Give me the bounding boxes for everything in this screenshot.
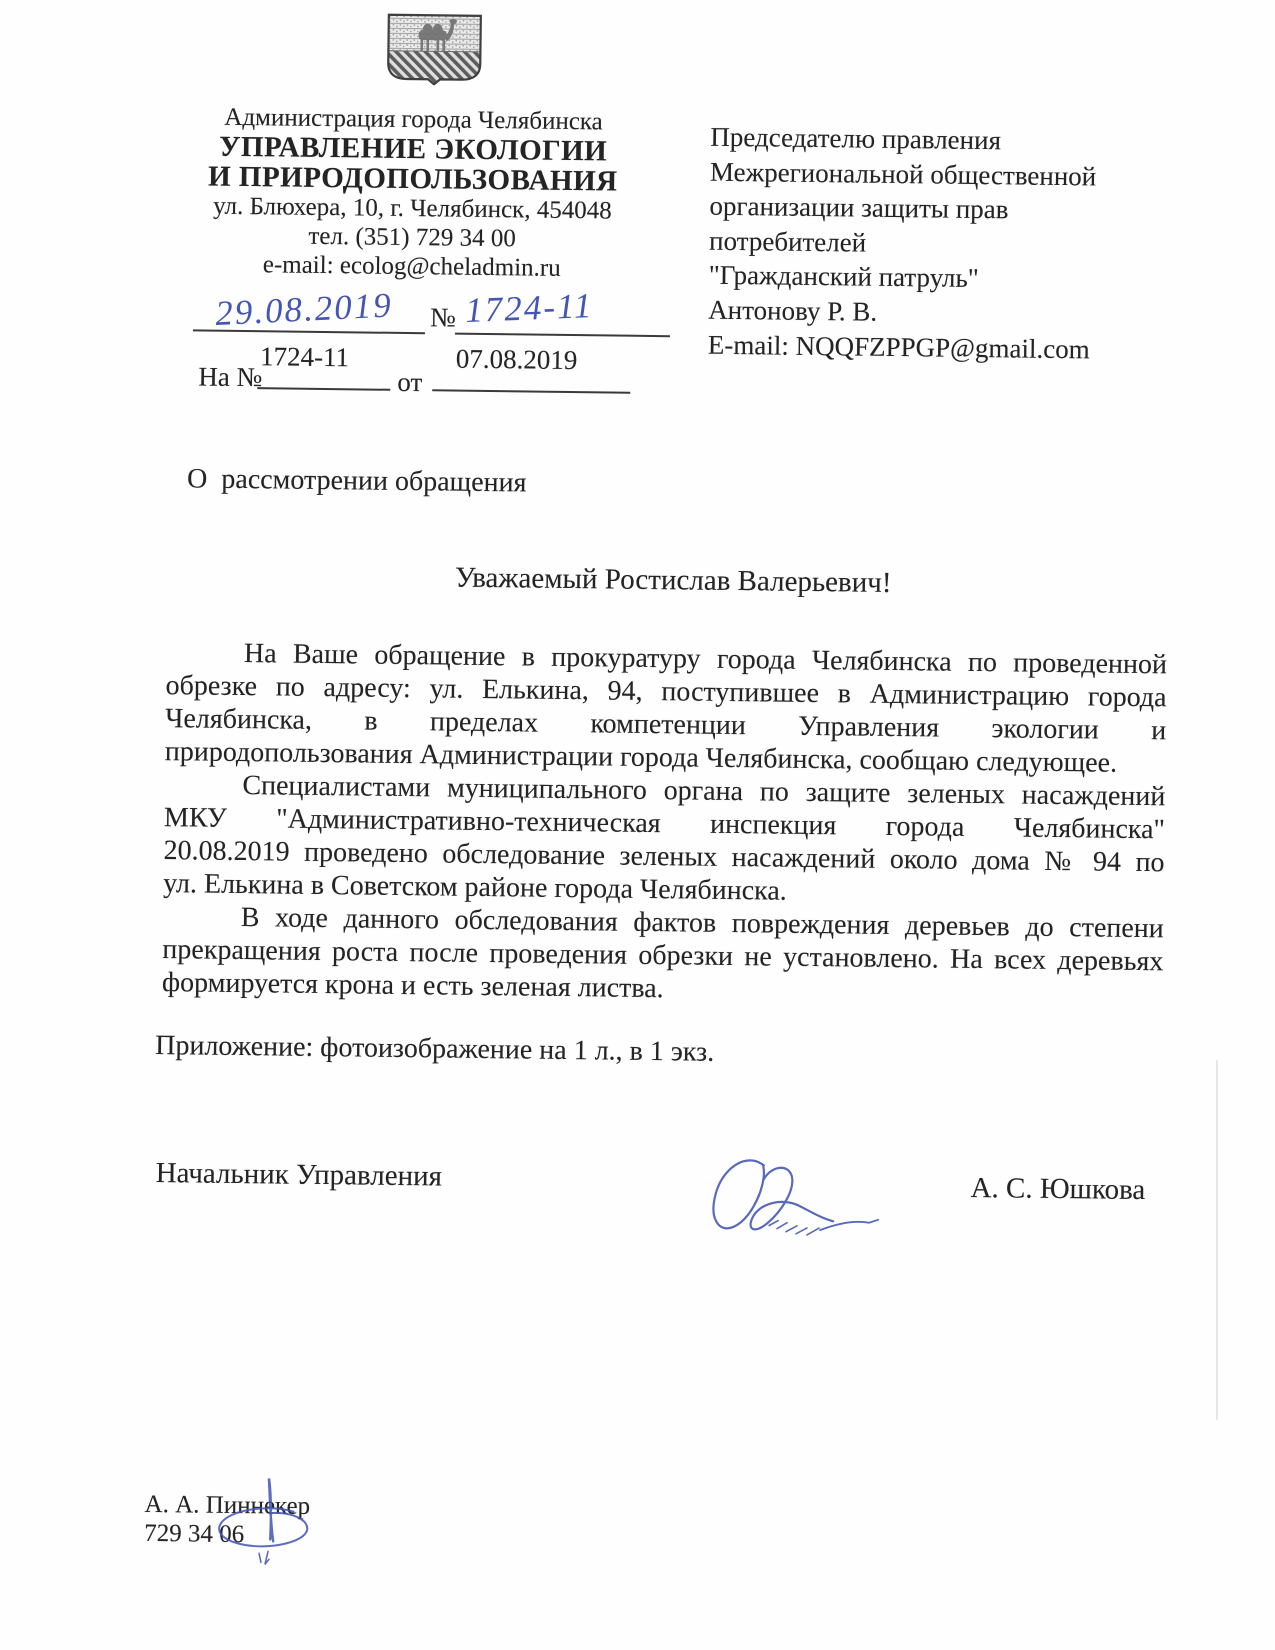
- on-number-label: На №: [198, 361, 263, 393]
- number-sign-label: №: [429, 302, 457, 333]
- letterhead-parent-org: Администрация города Челябинска: [224, 103, 603, 136]
- executor-phone: 729 34 06: [144, 1519, 245, 1549]
- recipient-line: E-mail: NQQFZPPGP@gmail.com: [707, 329, 1090, 364]
- scan-artifact-line: [1216, 1060, 1218, 1420]
- recipient-line: потребителей: [708, 225, 867, 258]
- recipient-line: Председателю правления: [710, 121, 1002, 156]
- handwritten-outgoing-date: 29.08.2019: [214, 285, 394, 334]
- letterhead-address: ул. Блюхера, 10, г. Челябинск, 454048: [213, 192, 612, 225]
- attachment-line: Приложение: фотоизображение на 1 л., в 1 экз.: [155, 1029, 715, 1068]
- body-line: природопользования Администрации города Челябинска, сообщаю следующее.: [164, 736, 1118, 779]
- ruled-line: [432, 389, 630, 393]
- chelyabinsk-coat-of-arms-icon: [384, 13, 485, 86]
- ruled-line: [455, 333, 670, 338]
- executor-name: А. А. Пиннекер: [144, 1490, 311, 1520]
- recipient-line: Антонову Р. В.: [708, 294, 878, 327]
- signer-name: А. С. Юшкова: [970, 1171, 1146, 1207]
- recipient-block: [708, 120, 1151, 368]
- signer-position: Начальник Управления: [155, 1156, 443, 1193]
- from-label: от: [397, 366, 423, 398]
- letterhead-phone: тел. (351) 729 34 00: [308, 222, 516, 253]
- body-line: На Ваше обращение в прокуратуру города Челябинска по проведенной: [243, 638, 1168, 681]
- letterhead: [172, 102, 654, 284]
- letter-body: [162, 636, 1167, 1011]
- ruled-line: [257, 387, 390, 391]
- body-line: В ходе данного обследования фактов повреждения деревьев до степени: [240, 902, 1164, 945]
- body-line: Специалистами муниципального органа по защите зеленых насаждений: [242, 770, 1166, 813]
- body-line: прекращения роста после проведения обрезки не установлено. На всех деревьях: [162, 934, 1164, 978]
- recipient-line: "Гражданский патруль": [708, 260, 979, 294]
- handwritten-signature: [685, 1146, 886, 1238]
- letterhead-org-name: И ПРИРОДОПОЛЬЗОВАНИЯ: [207, 160, 618, 198]
- reply-to-date: 07.08.2019: [455, 343, 578, 376]
- reply-to-number: 1724-11: [259, 341, 350, 373]
- body-line: 20.08.2019 проведено обследование зеленых насаждений около дома № 94 по: [163, 835, 1165, 879]
- salutation: Уважаемый Ростислав Валерьевич!: [454, 561, 892, 599]
- letterhead-email: e-mail: ecolog@cheladmin.ru: [262, 251, 561, 282]
- handwritten-outgoing-number: 1724-11: [464, 285, 595, 331]
- body-line: обрезке по адресу: ул. Елькина, 94, поступившее в Администрацию города: [165, 670, 1167, 714]
- letterhead-org-name: УПРАВЛЕНИЕ ЭКОЛОГИИ: [219, 130, 608, 168]
- recipient-line: организации защиты прав: [709, 190, 1009, 225]
- handwritten-paraph: [209, 1475, 320, 1571]
- body-line: МКУ "Административно-техническая инспекция города Челябинска": [163, 802, 1166, 846]
- body-line: формируется крона и есть зеленая листва.: [161, 967, 664, 1005]
- body-line: Челябинска, в пределах компетенции Управления экологии и: [165, 703, 1167, 747]
- body-line: ул. Елькина в Советском районе города Челябинска.: [163, 868, 787, 907]
- subject-line: О рассмотрении обращения: [186, 463, 527, 499]
- recipient-line: Межрегиональной общественной: [709, 156, 1097, 191]
